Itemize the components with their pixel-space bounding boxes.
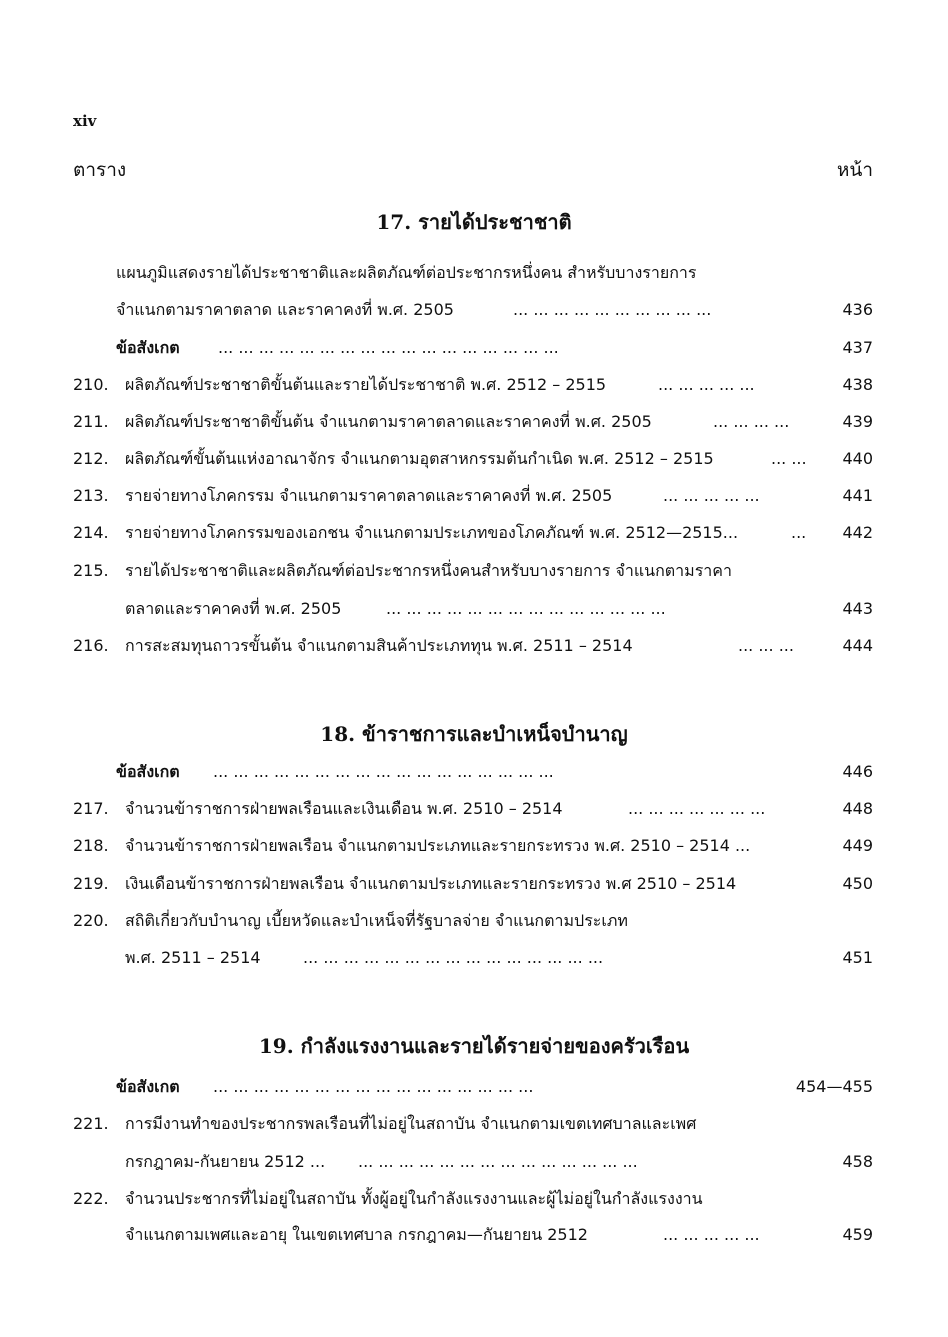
- entry-page: 444: [842, 636, 873, 655]
- dot-leader: ... ... ... ... ... ... ... ... ... ... ... ... ... ... ... ... ...: [218, 338, 559, 357]
- entry-page: 441: [842, 486, 873, 505]
- toc-entry[interactable]: [73, 407, 873, 437]
- entry-page: 438: [842, 375, 873, 394]
- entry-page: 448: [842, 799, 873, 818]
- dot-leader: ... ... ... ... ... ... ... ... ... ... ... ... ... ... ... ...: [213, 1077, 534, 1096]
- entry-title: จำนวนข้าราชการฝ่ายพลเรือน จำแนกตามประเภทและรายกระทรวง พ.ศ. 2510 – 2514 ...: [125, 836, 751, 855]
- dot-leader: ... ... ... ... ...: [663, 1225, 760, 1244]
- page-number: xiv: [73, 112, 97, 130]
- dot-leader: ... ... ... ... ... ... ... ... ... ... ... ... ... ...: [358, 1152, 638, 1171]
- section-title: 17. รายได้ประชาชาติ: [376, 210, 572, 234]
- entry-page: 450: [842, 874, 873, 893]
- entry-page: 459: [842, 1225, 873, 1244]
- toc-entry[interactable]: [73, 631, 873, 661]
- entry-title: ข้อสังเกต: [116, 1077, 180, 1096]
- toc-entry-continued[interactable]: [73, 943, 873, 973]
- entry-title: รายจ่ายทางโภคกรรม จำแนกตามราคาตลาดและราคาคงที่ พ.ศ. 2505: [125, 486, 613, 505]
- entry-page: 439: [842, 412, 873, 431]
- entry-title: การมีงานทำของประชากรพลเรือนที่ไม่อยู่ในสถาบัน จำแนกตามเขตเทศบาลและเพศ: [125, 1114, 697, 1133]
- entry-page: 436: [842, 300, 873, 319]
- dot-leader: ... ... ...: [738, 636, 794, 655]
- toc-entry[interactable]: [73, 1184, 873, 1214]
- toc-entry[interactable]: [73, 556, 873, 586]
- dot-leader: ... ... ... ... ... ... ...: [628, 799, 766, 818]
- entry-title: ผลิตภัณฑ์ขั้นต้นแห่งอาณาจักร จำแนกตามอุตสาหกรรมต้นกำเนิด พ.ศ. 2512 – 2515: [125, 449, 714, 468]
- toc-entry[interactable]: [73, 333, 873, 363]
- toc-entry-continued[interactable]: [73, 1147, 873, 1177]
- entry-title: เงินเดือนข้าราชการฝ่ายพลเรือน จำแนกตามประเภทและรายกระทรวง พ.ศ 2510 – 2514: [125, 874, 737, 893]
- column-header-table: ตาราง: [73, 159, 127, 181]
- entry-number: 216.: [73, 636, 109, 655]
- toc-entry[interactable]: [73, 1072, 873, 1102]
- entry-title: การสะสมทุนถาวรขั้นต้น จำแนกตามสินค้าประเภททุน พ.ศ. 2511 – 2514: [125, 636, 633, 655]
- toc-entry[interactable]: [73, 370, 873, 400]
- toc-entry[interactable]: [73, 757, 873, 787]
- entry-number: 215.: [73, 561, 109, 580]
- dot-leader: ... ... ... ... ...: [663, 486, 760, 505]
- entry-title: รายจ่ายทางโภคกรรมของเอกชน จำแนกตามประเภทของโภคภัณฑ์ พ.ศ. 2512—2515...: [125, 523, 739, 542]
- entry-title: ข้อสังเกต: [116, 762, 180, 781]
- dot-leader: ... ... ... ...: [713, 412, 790, 431]
- toc-entry[interactable]: [73, 869, 873, 899]
- entry-title: จำแนกตามเพศและอายุ ในเขตเทศบาล กรกฎาคม—กันยายน 2512: [125, 1225, 588, 1244]
- entry-title: แผนภูมิแสดงรายได้ประชาชาติและผลิตภัณฑ์ต่อประชากรหนึ่งคน สำหรับบางรายการ: [116, 263, 697, 282]
- entry-number: 210.: [73, 375, 109, 394]
- dot-leader: ... ... ... ... ... ... ... ... ... ... ... ... ... ... ...: [303, 948, 604, 967]
- toc-entry-continued[interactable]: [73, 295, 873, 325]
- entry-number: 211.: [73, 412, 109, 431]
- entry-page: 458: [842, 1152, 873, 1171]
- toc-entry[interactable]: [73, 794, 873, 824]
- entry-title: สถิติเกี่ยวกับบำนาญ เบี้ยหวัดและบำเหน็จที่รัฐบาลจ่าย จำแนกตามประเภท: [125, 911, 628, 930]
- dot-leader: ... ... ... ... ...: [658, 375, 755, 394]
- section-title: 19. กำลังแรงงานและรายได้รายจ่ายของครัวเรือน: [258, 1034, 690, 1058]
- dot-leader: ... ...: [771, 449, 807, 468]
- entry-title: ตลาดและราคาคงที่ พ.ศ. 2505: [125, 599, 342, 618]
- entry-title: จำนวนข้าราชการฝ่ายพลเรือนและเงินเดือน พ.ศ. 2510 – 2514: [125, 799, 563, 818]
- toc-entry[interactable]: [73, 444, 873, 474]
- entry-number: 221.: [73, 1114, 109, 1133]
- toc-entry[interactable]: [73, 831, 873, 861]
- entry-number: 214.: [73, 523, 109, 542]
- entry-title: ผลิตภัณฑ์ประชาชาติขั้นต้นและรายได้ประชาชาติ พ.ศ. 2512 – 2515: [125, 375, 607, 394]
- entry-number: 217.: [73, 799, 109, 818]
- entry-title: พ.ศ. 2511 – 2514: [125, 948, 261, 967]
- entry-number: 213.: [73, 486, 109, 505]
- dot-leader: ... ... ... ... ... ... ... ... ... ... ... ... ... ...: [386, 599, 666, 618]
- entry-page: 442: [842, 523, 873, 542]
- entry-number: 212.: [73, 449, 109, 468]
- toc-entry[interactable]: [73, 481, 873, 511]
- toc-entry[interactable]: [73, 1109, 873, 1139]
- entry-number: 220.: [73, 911, 109, 930]
- entry-number: 219.: [73, 874, 109, 893]
- section-title: 18. ข้าราชการและบำเหน็จบำนาญ: [320, 722, 628, 746]
- column-header-page: หน้า: [836, 159, 873, 181]
- entry-title: ข้อสังเกต: [116, 338, 180, 357]
- entry-title: จำแนกตามราคาตลาด และราคาคงที่ พ.ศ. 2505: [116, 300, 454, 319]
- dot-leader: ...: [791, 523, 807, 542]
- entry-page: 449: [842, 836, 873, 855]
- entry-page: 443: [842, 599, 873, 618]
- toc-entry[interactable]: [73, 518, 873, 548]
- entry-number: 222.: [73, 1189, 109, 1208]
- entry-page: 454—455: [795, 1077, 873, 1096]
- dot-leader: ... ... ... ... ... ... ... ... ... ... ... ... ... ... ... ... ...: [213, 762, 554, 781]
- entry-page: 440: [842, 449, 873, 468]
- toc-entry[interactable]: [73, 906, 873, 936]
- toc-entry-continued[interactable]: [73, 594, 873, 624]
- entry-page: 437: [842, 338, 873, 357]
- toc-entry-continued[interactable]: [73, 1220, 873, 1250]
- entry-title: กรกฎาคม-กันยายน 2512 ...: [125, 1152, 326, 1171]
- entry-title: จำนวนประชากรที่ไม่อยู่ในสถาบัน ทั้งผู้อยู่ในกำลังแรงงานและผู้ไม่อยู่ในกำลังแรงงาน: [125, 1189, 703, 1208]
- entry-page: 446: [842, 762, 873, 781]
- toc-entry[interactable]: [73, 258, 873, 288]
- entry-page: 451: [842, 948, 873, 967]
- entry-number: 218.: [73, 836, 109, 855]
- entry-title: ผลิตภัณฑ์ประชาชาติขั้นต้น จำแนกตามราคาตลาดและราคาคงที่ พ.ศ. 2505: [125, 412, 652, 431]
- dot-leader: ... ... ... ... ... ... ... ... ... ...: [513, 300, 712, 319]
- entry-title: รายได้ประชาชาติและผลิตภัณฑ์ต่อประชากรหนึ่งคนสำหรับบางรายการ จำแนกตามราคา: [125, 561, 732, 580]
